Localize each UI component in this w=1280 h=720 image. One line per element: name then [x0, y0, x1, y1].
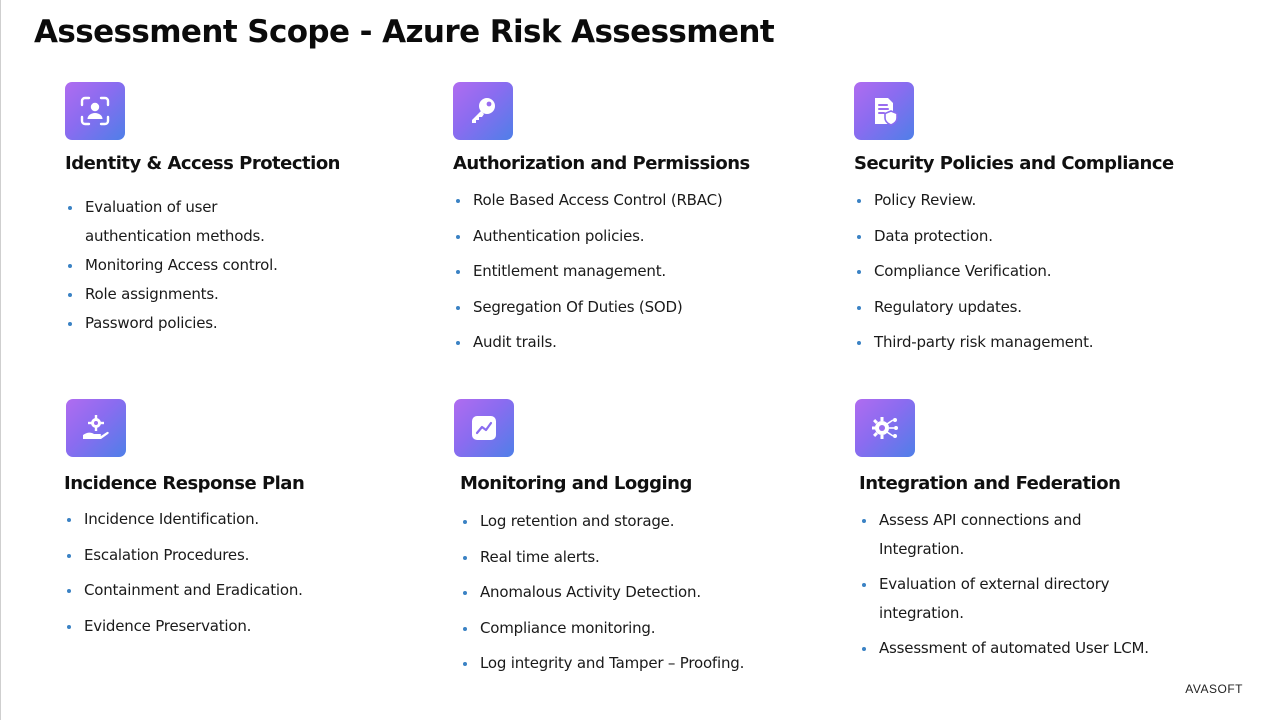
section-items	[859, 506, 1149, 663]
list-item: Third-party risk management.	[854, 325, 1093, 361]
section-heading: Security Policies and Compliance	[854, 153, 1174, 174]
list-item: Role Based Access Control (RBAC)	[453, 183, 723, 219]
section-items	[65, 193, 278, 338]
list-item: Incidence Identification.	[64, 502, 303, 538]
list-item-continuation: authentication methods.	[85, 227, 265, 245]
list-item: Data protection.	[854, 219, 1093, 255]
section-items	[854, 183, 1093, 361]
page-title: Assessment Scope - Azure Risk Assessment	[34, 14, 775, 50]
section-items	[453, 183, 723, 361]
list-item: Anomalous Activity Detection.	[460, 575, 744, 611]
gear-hand-icon	[66, 399, 126, 457]
section-items	[460, 504, 744, 682]
section-heading: Identity & Access Protection	[65, 153, 340, 174]
list-item-continuation: integration.	[879, 604, 964, 622]
list-item: Containment and Eradication.	[64, 573, 303, 609]
list-item: Role assignments.	[65, 280, 278, 309]
footer-brand: AVASOFT	[1185, 682, 1243, 696]
line-chart-icon	[454, 399, 514, 457]
key-icon	[453, 82, 513, 140]
list-item: Evaluation of user	[65, 193, 278, 222]
section-items	[64, 502, 303, 644]
list-item: Policy Review.	[854, 183, 1093, 219]
list-item: Evaluation of external directory	[859, 570, 1149, 599]
list-item: Audit trails.	[453, 325, 723, 361]
list-item: Compliance monitoring.	[460, 611, 744, 647]
list-item: Segregation Of Duties (SOD)	[453, 290, 723, 326]
list-item: Authentication policies.	[453, 219, 723, 255]
list-item-continuation: Integration.	[879, 540, 965, 558]
list-item: Log integrity and Tamper – Proofing.	[460, 646, 744, 682]
list-item: Escalation Procedures.	[64, 538, 303, 574]
list-item: Regulatory updates.	[854, 290, 1093, 326]
list-item: Assessment of automated User LCM.	[859, 634, 1149, 663]
section-heading: Monitoring and Logging	[460, 473, 692, 494]
list-item: Password policies.	[65, 309, 278, 338]
section-heading: Incidence Response Plan	[64, 473, 305, 494]
list-item: Monitoring Access control.	[65, 251, 278, 280]
user-scan-icon	[65, 82, 125, 140]
list-item: Assess API connections and	[859, 506, 1149, 535]
section-heading: Integration and Federation	[859, 473, 1121, 494]
list-item: Compliance Verification.	[854, 254, 1093, 290]
list-item: Entitlement management.	[453, 254, 723, 290]
section-heading: Authorization and Permissions	[453, 153, 750, 174]
list-item: Evidence Preservation.	[64, 609, 303, 645]
list-item: Real time alerts.	[460, 540, 744, 576]
policy-document-icon	[854, 82, 914, 140]
list-item: Log retention and storage.	[460, 504, 744, 540]
integration-gear-icon	[855, 399, 915, 457]
